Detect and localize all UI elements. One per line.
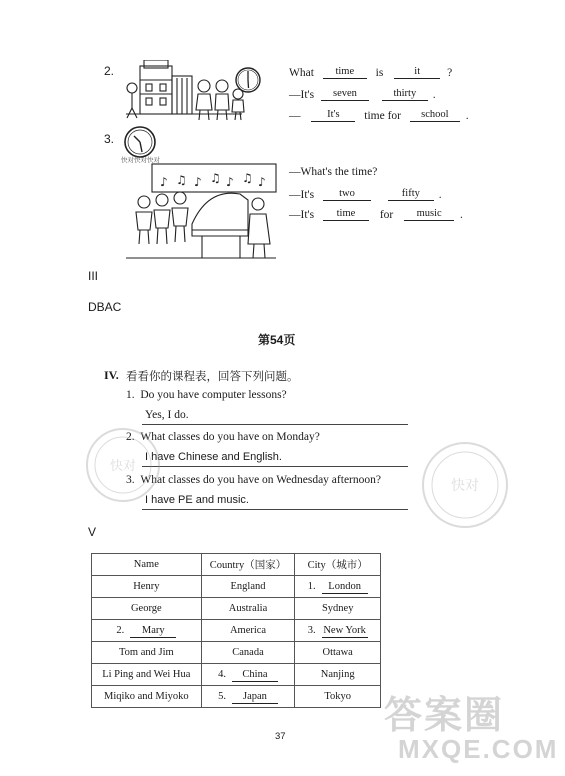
exercise-3-number: 3. [104,132,115,146]
exercise-2-line-3: — It's time for school . [289,109,469,122]
svg-text:♫: ♫ [242,171,253,185]
question-3: 3. What classes do you have on Wednesday afternoon? [126,474,381,486]
question-1: 1. Do you have computer lessons? [126,389,287,401]
watermark-text: 快对 [109,459,137,474]
svg-text:♪: ♪ [160,175,168,189]
answer-blank: It's [311,108,355,122]
svg-text:♫: ♫ [176,173,187,187]
table-header-row [92,554,381,576]
answer-blank: time [323,207,369,221]
exercise-2-line-2: —It's seven thirty . [289,88,436,101]
music-class-illustration [122,160,280,262]
answer-blank: two [323,187,371,201]
svg-text:♫: ♫ [210,171,221,185]
table-row: Miqiko and Miyoko 5. Japan Tokyo [92,686,381,708]
info-table [91,553,381,708]
section-5-label: V [88,525,97,539]
page-number: 37 [275,731,286,742]
clock-icon [234,66,262,94]
watermark-url: MXQE.COM [398,734,559,764]
table-row: George Australia Sydney [92,598,381,620]
column-header: Country（国家） [201,554,295,576]
answer-blank: school [410,108,460,122]
answer-blank: it [394,65,440,79]
exercise-3-line-3: —It's time for music . [289,208,463,221]
watermark-badge-right [418,438,512,532]
column-header: Name [92,554,202,576]
answer-blank: China [232,668,278,682]
exercise-2-line-1: What time is it ? [289,66,453,79]
watermark-logo: 答案圈 [384,695,505,737]
answer-blank: Mary [130,624,176,638]
section-4-instruction: 看看你的课程表，回答下列问题。 [126,371,299,383]
section-4-label: IV. [104,368,119,382]
answer-blank: New York [323,624,366,636]
svg-text:♪: ♪ [258,175,266,189]
exercise-3-line-2: —It's two fifty . [289,188,442,201]
table-row: Li Ping and Wei Hua 4. China Nanjing [92,664,381,686]
page-heading: 第54页 [258,333,296,347]
answer-blank: Japan [232,690,278,704]
answer-blank: fifty [388,187,434,201]
stamp-text: 快对快对快对 [121,157,160,164]
answer-blank: London [322,580,368,594]
table-row: Henry England 1. London [92,576,381,598]
answer-underline [142,509,408,510]
watermark-badge-left [82,424,164,506]
answer-3: I have PE and music. [145,494,249,506]
section-3-answer: DBAC [88,300,122,314]
svg-text:♪: ♪ [226,175,234,189]
column-header: City（城市） [295,554,381,576]
answer-2: I have Chinese and English. [145,451,282,463]
svg-text:♪: ♪ [194,175,202,189]
exercise-2-number: 2. [104,64,115,78]
question-2: 2. What classes do you have on Monday? [126,431,320,443]
answer-underline [142,466,408,467]
answer-blank: seven [321,87,369,101]
answer-underline [142,424,408,425]
answer-blank: thirty [382,87,428,101]
answer-blank: time [323,65,367,79]
clock-icon [120,124,160,160]
table-row: Tom and Jim Canada Ottawa [92,642,381,664]
exercise-3-line-1: —What's the time? [289,166,378,178]
table-row: 2. Mary America 3. New York [92,620,381,642]
answer-1: Yes, I do. [145,409,189,421]
section-3-label: III [88,269,99,283]
answer-blank: music [404,207,454,221]
watermark-text: 快对 [451,478,479,494]
